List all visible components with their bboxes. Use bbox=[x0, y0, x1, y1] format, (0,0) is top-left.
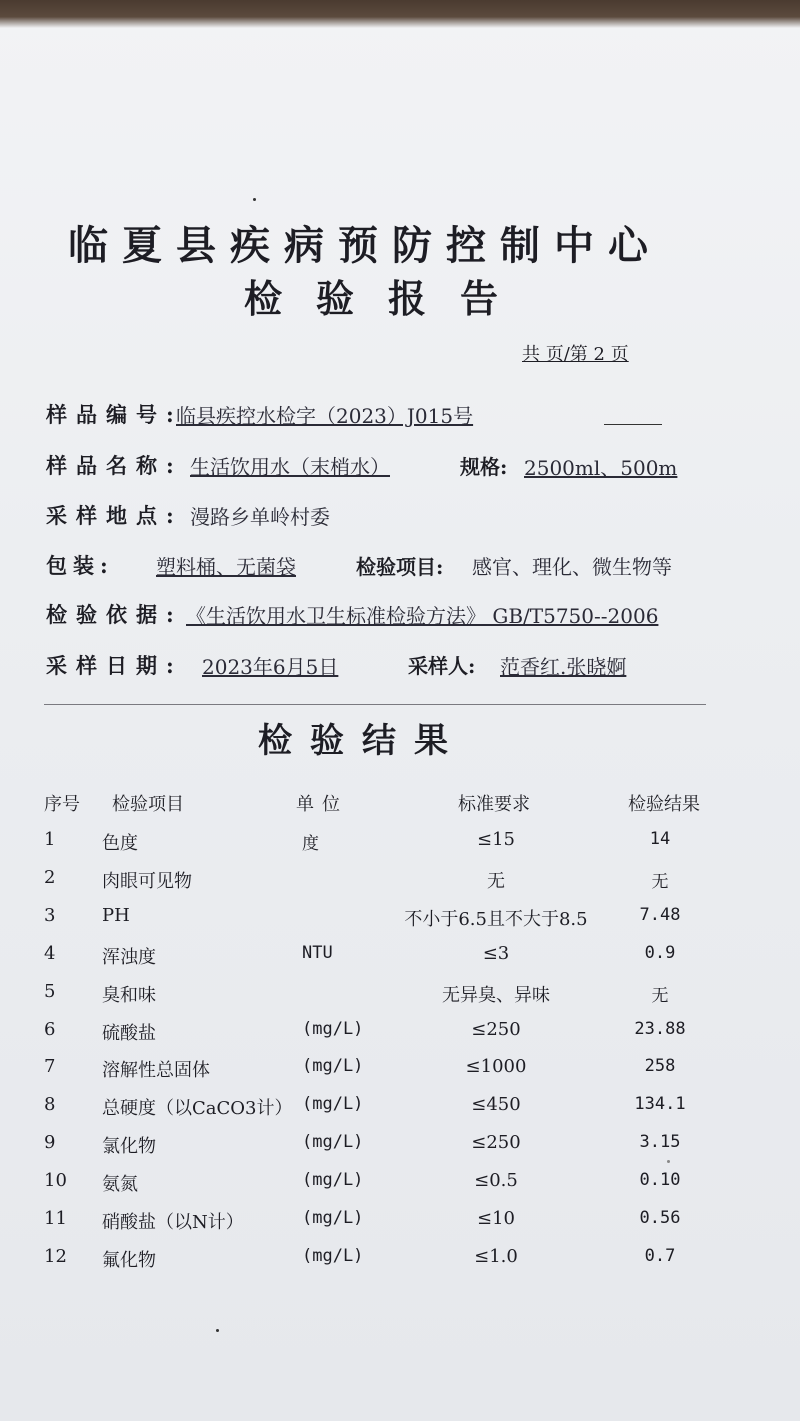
cell-result: 0.7 bbox=[644, 1246, 676, 1266]
sample-name-value: 生活饮用水（末梢水） bbox=[190, 455, 390, 479]
cell-result: 0.9 bbox=[644, 943, 676, 963]
cell-result: 258 bbox=[644, 1056, 676, 1076]
cell-result: 0.56 bbox=[639, 1208, 681, 1228]
cell-no: 12 bbox=[44, 1246, 67, 1267]
spec-value: 2500ml、500m bbox=[524, 456, 678, 480]
cell-no: 7 bbox=[44, 1056, 56, 1077]
cell-item: 氨氮 bbox=[102, 1174, 138, 1195]
cell-item: PH bbox=[102, 905, 130, 926]
sampler-label: 采样人: bbox=[408, 654, 476, 678]
cell-no: 5 bbox=[44, 981, 56, 1002]
cell-no: 1 bbox=[44, 829, 56, 850]
cell-item: 氯化物 bbox=[102, 1136, 156, 1157]
cell-result: 无 bbox=[651, 986, 669, 1006]
cell-no: 2 bbox=[44, 867, 56, 888]
cell-result: 23.88 bbox=[634, 1019, 686, 1039]
cell-unit: (mg/L) bbox=[302, 1246, 364, 1266]
cell-result: 14 bbox=[649, 829, 671, 849]
basis-value: 《生活饮用水卫生标准检验方法》 GB/T5750--2006 bbox=[186, 604, 659, 628]
speck bbox=[216, 1329, 219, 1332]
date-label: 采样日期: bbox=[46, 653, 183, 678]
cell-unit: (mg/L) bbox=[302, 1094, 364, 1114]
sample-no-value: 临县疾控水检字（2023）J015号 bbox=[176, 404, 474, 428]
sample-name-label: 样品名称: bbox=[46, 453, 183, 478]
cell-no: 6 bbox=[44, 1019, 56, 1040]
cell-item: 硝酸盐（以N计） bbox=[102, 1212, 244, 1233]
cell-item: 色度 bbox=[102, 833, 138, 854]
cell-no: 8 bbox=[44, 1094, 56, 1115]
cell-standard: 无 bbox=[487, 871, 505, 892]
cell-unit: (mg/L) bbox=[302, 1170, 364, 1190]
cell-unit: NTU bbox=[302, 943, 333, 963]
cell-item: 浑浊度 bbox=[102, 947, 156, 968]
cell-standard: ≤250 bbox=[471, 1132, 521, 1153]
cell-standard: ≤1000 bbox=[465, 1056, 527, 1077]
cell-no: 11 bbox=[44, 1208, 67, 1229]
cell-unit: (mg/L) bbox=[302, 1208, 364, 1228]
cell-unit: (mg/L) bbox=[302, 1132, 364, 1152]
cell-item: 肉眼可见物 bbox=[102, 871, 192, 892]
basis-label: 检验依据: bbox=[46, 602, 183, 627]
cell-standard: ≤3 bbox=[482, 943, 510, 964]
cell-standard: ≤450 bbox=[471, 1094, 521, 1115]
page-info: 共 页/第 2 页 bbox=[522, 344, 629, 365]
location-label: 采样地点: bbox=[46, 503, 183, 528]
cell-result: 7.48 bbox=[639, 905, 681, 925]
cell-unit: (mg/L) bbox=[302, 1019, 364, 1039]
cell-result: 134.1 bbox=[634, 1094, 686, 1114]
items-label: 检验项目: bbox=[356, 555, 444, 579]
cell-item: 氟化物 bbox=[102, 1250, 156, 1271]
package-label: 包装: bbox=[46, 553, 114, 578]
cell-item: 总硬度（以CaCO3计） bbox=[102, 1098, 293, 1119]
items-value: 感官、理化、微生物等 bbox=[472, 555, 672, 579]
blank-underline bbox=[604, 424, 662, 425]
cell-no: 4 bbox=[44, 943, 56, 964]
date-value: 2023年6月5日 bbox=[202, 655, 339, 679]
cell-item: 溶解性总固体 bbox=[102, 1060, 210, 1081]
header-unit: 单位 bbox=[296, 794, 348, 815]
header-result: 检验结果 bbox=[628, 794, 700, 815]
cell-result: 无 bbox=[651, 872, 669, 892]
speck bbox=[253, 198, 256, 201]
cell-result: 3.15 bbox=[639, 1132, 681, 1152]
package-value: 塑料桶、无菌袋 bbox=[156, 555, 296, 579]
sampler-value: 范香红.张晓婀 bbox=[500, 655, 627, 679]
cell-standard: 无异臭、异味 bbox=[442, 985, 550, 1006]
cell-unit: 度 bbox=[302, 834, 319, 854]
header-standard: 标准要求 bbox=[458, 794, 530, 815]
cell-result: 0.10 bbox=[639, 1170, 681, 1190]
cell-unit: (mg/L) bbox=[302, 1056, 364, 1076]
header-no: 序号 bbox=[44, 794, 80, 815]
cell-no: 10 bbox=[44, 1170, 67, 1191]
sample-no-label: 样品编号: bbox=[46, 402, 183, 427]
cell-standard: 不小于6.5且不大于8.5 bbox=[404, 909, 588, 930]
cell-no: 3 bbox=[44, 905, 56, 926]
results-title: 检验结果 bbox=[258, 721, 466, 761]
cell-standard: ≤10 bbox=[477, 1208, 515, 1229]
spec-label: 规格: bbox=[460, 455, 508, 479]
cell-item: 臭和味 bbox=[102, 985, 156, 1006]
cell-item: 硫酸盐 bbox=[102, 1023, 156, 1044]
cell-standard: ≤15 bbox=[477, 829, 515, 850]
cell-standard: ≤1.0 bbox=[474, 1246, 518, 1267]
cell-standard: ≤0.5 bbox=[474, 1170, 518, 1191]
doc-title: 检验报告 bbox=[244, 276, 533, 321]
cell-standard: ≤250 bbox=[471, 1019, 521, 1040]
speck bbox=[667, 1160, 670, 1163]
location-value: 漫路乡单岭村委 bbox=[190, 505, 330, 529]
header-item: 检验项目 bbox=[112, 794, 184, 815]
table-surface bbox=[0, 0, 800, 28]
cell-no: 9 bbox=[44, 1132, 56, 1153]
divider-line bbox=[44, 704, 706, 705]
org-title: 临夏县疾病预防控制中心 bbox=[68, 222, 662, 269]
